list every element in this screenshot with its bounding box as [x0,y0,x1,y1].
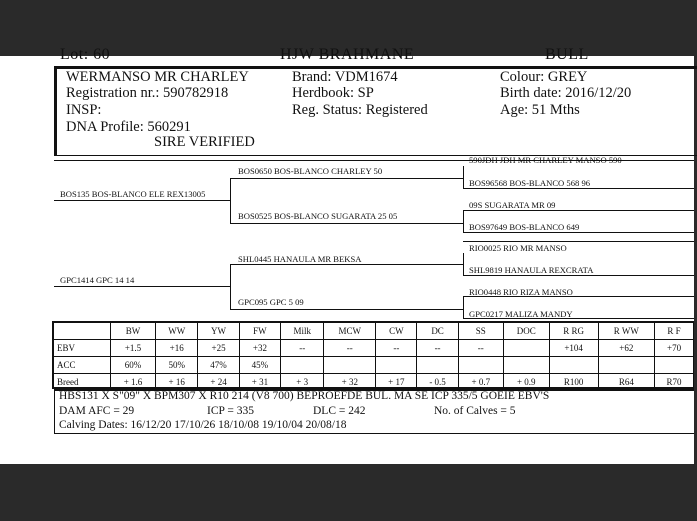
icp: ICP = 335 [207,405,254,417]
number-of-calves: No. of Calves = 5 [434,405,516,417]
cut-off-header [0,46,694,62]
breed-cell: + 0.7 [458,374,503,391]
header-cell: CW [376,323,417,340]
breed-cell: R64 [598,374,655,391]
acc-cell: 60% [111,357,156,374]
sire-verified: SIRE VERIFIED [154,134,255,150]
pedigree-dam-sire: SHL0445 HANAULA MR BEKSA [238,254,362,264]
sire-dam-line [230,223,464,224]
ebv-cell [503,340,549,357]
pedigree-dam: GPC1414 GPC 14 14 [60,275,135,285]
acc-cell [549,357,598,374]
ebv-cell: EBV [54,340,111,357]
pedigree-ggp-4: BOS97649 BOS-BLANCO 649 [469,222,580,232]
dam-line [54,286,230,287]
header-cell: R WW [598,323,655,340]
header-cell: SS [458,323,503,340]
header-cell: FW [239,323,280,340]
acc-row [54,357,694,374]
bottom-dark-band [0,464,694,521]
ebv-cell: -- [281,340,324,357]
breed-cell: + 0.9 [503,374,549,391]
header-cell: DC [417,323,458,340]
acc-cell [281,357,324,374]
acc-cell [503,357,549,374]
ggp-line-3 [463,210,694,211]
breed-cell: - 0.5 [417,374,458,391]
dam-afc: DAM AFC = 29 [59,405,135,417]
ggp-line-4 [463,232,694,233]
dam-dam-line [230,309,464,310]
pedigree-ggp-3: 09S SUGARATA MR 09 [469,200,556,210]
pedigree-sire: BOS135 BOS-BLANCO ELE REX13005 [60,189,206,199]
ebv-cell: -- [324,340,376,357]
sire-sire-line [230,178,464,179]
sire-bracket [230,178,231,223]
dam-sire-line [230,264,464,265]
breed-cell: R100 [549,374,598,391]
colour: Colour: GREY [500,69,588,85]
pedigree-ggp-1: 590JDH JDH MR CHARLEY MANSO 590 [469,155,622,165]
header-cell: MCW [324,323,376,340]
ebv-cell: +32 [239,340,280,357]
ebv-cell: +1.5 [111,340,156,357]
pedigree-mid-rule [463,241,694,242]
acc-cell [376,357,417,374]
ebv-cell: +62 [598,340,655,357]
registration-number: Registration nr.: 590782918 [66,85,229,101]
header-cell: WW [156,323,198,340]
breed-cell: + 1.6 [111,374,156,391]
catalogue-page [0,46,694,464]
sire-line [54,200,230,201]
birth-date: Birth date: 2016/12/20 [500,85,632,101]
ebv-cell: -- [417,340,458,357]
ebv-cell: -- [376,340,417,357]
acc-cell [598,357,655,374]
acc-cell [417,357,458,374]
dna-profile: DNA Profile: 560291 [66,119,191,135]
ebv-cell: +16 [156,340,198,357]
acc-cell [458,357,503,374]
acc-cell: 45% [239,357,280,374]
pedigree-sire-sire: BOS0650 BOS-BLANCO CHARLEY 50 [238,166,383,176]
brand: Brand: VDM1674 [292,69,398,85]
ddg-bracket [463,296,464,318]
ebv-header-row [54,323,694,340]
breed-cell: Breed [54,374,111,391]
breed-cell: + 16 [156,374,198,391]
ggp-line-6 [463,275,694,276]
age: Age: 51 Mths [500,102,580,118]
ebv-row [54,340,694,357]
header-cell: R RG [549,323,598,340]
pedigree-ggp-5: RIO0025 RIO MR MANSO [469,243,567,253]
herdbook: Herdbook: SP [292,85,374,101]
sex-label: BULL [545,46,589,63]
acc-cell [324,357,376,374]
ebv-cell: -- [458,340,503,357]
pedigree-dam-dam: GPC095 GPC 5 09 [238,297,304,307]
dsg-bracket [463,253,464,275]
acc-cell: ACC [54,357,111,374]
header-cell: Milk [281,323,324,340]
ggp-line-2 [463,188,694,189]
breed-cell: + 31 [239,374,280,391]
lot-label: Lot: 60 [60,46,111,63]
breed-cell: + 3 [281,374,324,391]
acc-cell [655,357,694,374]
acc-cell: 50% [156,357,198,374]
dlc: DLC = 242 [313,405,366,417]
ssg-bracket [463,166,464,188]
pedigree-ggp-8: GPC0217 MALIZA MANDY [469,309,573,319]
header-cell [54,323,111,340]
pedigree-ggp-2: BOS96568 BOS-BLANCO 568 96 [469,178,591,188]
header-cell: BW [111,323,156,340]
breed-cell: + 32 [324,374,376,391]
breeder-name: HJW BRAHMANE [280,46,415,63]
breed-cell: + 17 [376,374,417,391]
remarks-line: HBS131 X S"09" X BPM307 X R10 214 (V8 700) BEPROEFDE BUL. MA SE ICP 335/5 GOEIE EBV'S [59,390,550,402]
ebv-cell: +104 [549,340,598,357]
header-cell: DOC [503,323,549,340]
acc-cell: 47% [198,357,239,374]
reg-status: Reg. Status: Registered [292,102,428,118]
pedigree-sire-dam: BOS0525 BOS-BLANCO SUGARATA 25 05 [238,211,398,221]
breed-cell: R70 [655,374,694,391]
pedigree-ggp-6: SHL9819 HANAULA REXCRATA [469,265,594,275]
ebv-cell: +70 [655,340,694,357]
sdg-bracket [463,210,464,232]
pedigree-ggp-7: RIO0448 RIO RIZA MANSO [469,287,573,297]
animal-name: WERMANSO MR CHARLEY [66,69,249,85]
insp-label: INSP: [66,102,102,118]
ebv-table [52,321,694,389]
breed-cell: + 24 [198,374,239,391]
calving-dates: Calving Dates: 16/12/20 17/10/26 18/10/08 19/10/04 20/08/18 [59,419,347,431]
header-cell: YW [198,323,239,340]
header-cell: R F [655,323,694,340]
breed-row [54,374,694,391]
dam-bracket [230,264,231,309]
ebv-cell: +25 [198,340,239,357]
